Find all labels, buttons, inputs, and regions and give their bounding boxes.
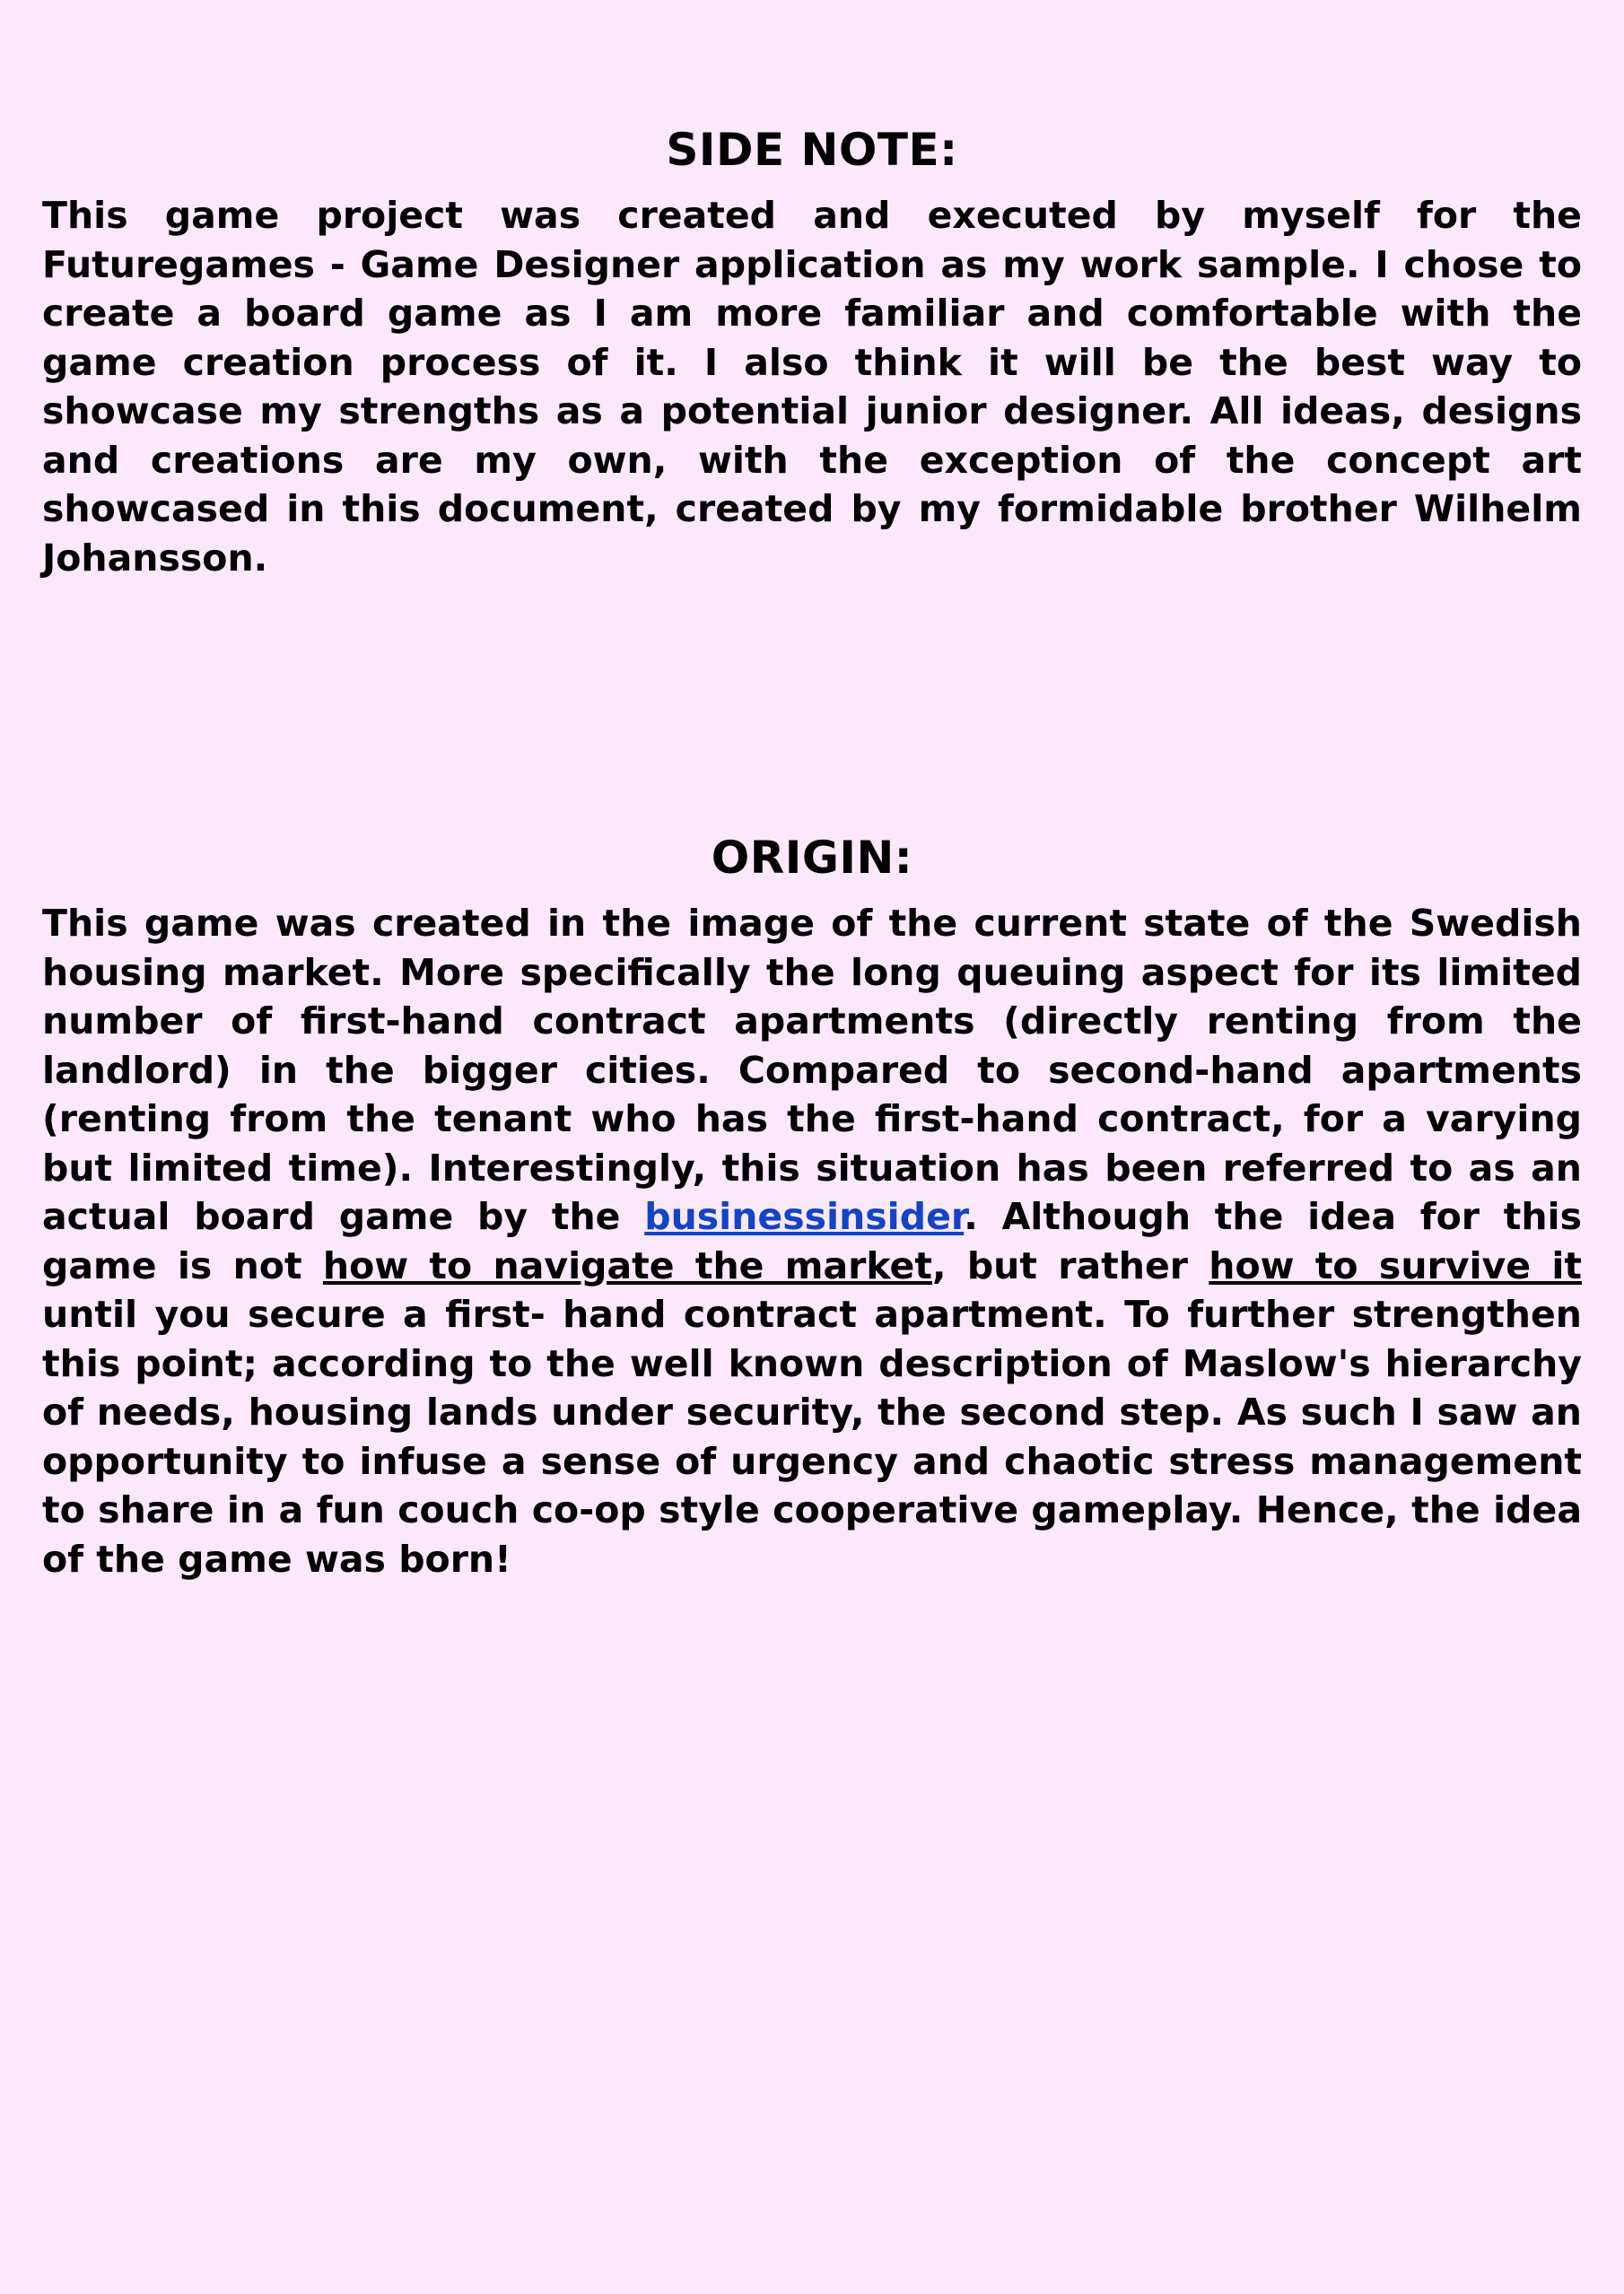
side-note-paragraph: This game project was created and executed by myself for the Futuregames - Game Designer application as my work sample. I chose to create a board game as I am more familiar and comfortable with the game creation process of it. I also think it will be the best way to showcase my strengths as a potential junior designer. All ideas, designs and creations are my own, with the exception of the concept art showcased in this document, created by my formidable brother Wilhelm Johansson. bbox=[42, 194, 1582, 580]
origin-text-part-1: This game was created in the image of the current state of the Swedish housing market. More specifically the long queuing aspect for its limited number of first-hand contract apartments (directly renting from the landlord) in the bigger cities. Compared to second-hand apartments (renting from the tenant who has the first-hand contract, for a varying but limited time). Interestingly, this situation has been referred to as an actual board game by the bbox=[42, 902, 1582, 1239]
origin-text-part-3: , but rather bbox=[931, 1243, 1209, 1287]
origin-emphasis-survive: how to survive it bbox=[1209, 1243, 1582, 1287]
side-note-heading: SIDE NOTE: bbox=[666, 124, 958, 176]
origin-text-part-4: until you secure a first- hand contract apartment. To further strengthen this point; according to the well known description of Maslow's hierarchy of needs, housing lands under security, the second step. As such I saw an opportunity to infuse a sense of urgency and chaotic stress management to share in a fun couch co-op style cooperative gameplay. Hence, the idea of the game was born! bbox=[42, 1293, 1582, 1581]
origin-text-part-2: . Although the idea for this game is not bbox=[42, 1195, 1582, 1287]
origin-emphasis-navigate: how to navigate the market bbox=[322, 1243, 932, 1287]
businessinsider-link[interactable]: businessinsider bbox=[644, 1195, 965, 1239]
origin-heading: ORIGIN: bbox=[711, 832, 913, 885]
section-origin bbox=[42, 833, 1582, 1583]
section-side-note bbox=[42, 126, 1582, 582]
section-spacer bbox=[42, 582, 1582, 833]
origin-paragraph bbox=[42, 899, 1582, 1583]
